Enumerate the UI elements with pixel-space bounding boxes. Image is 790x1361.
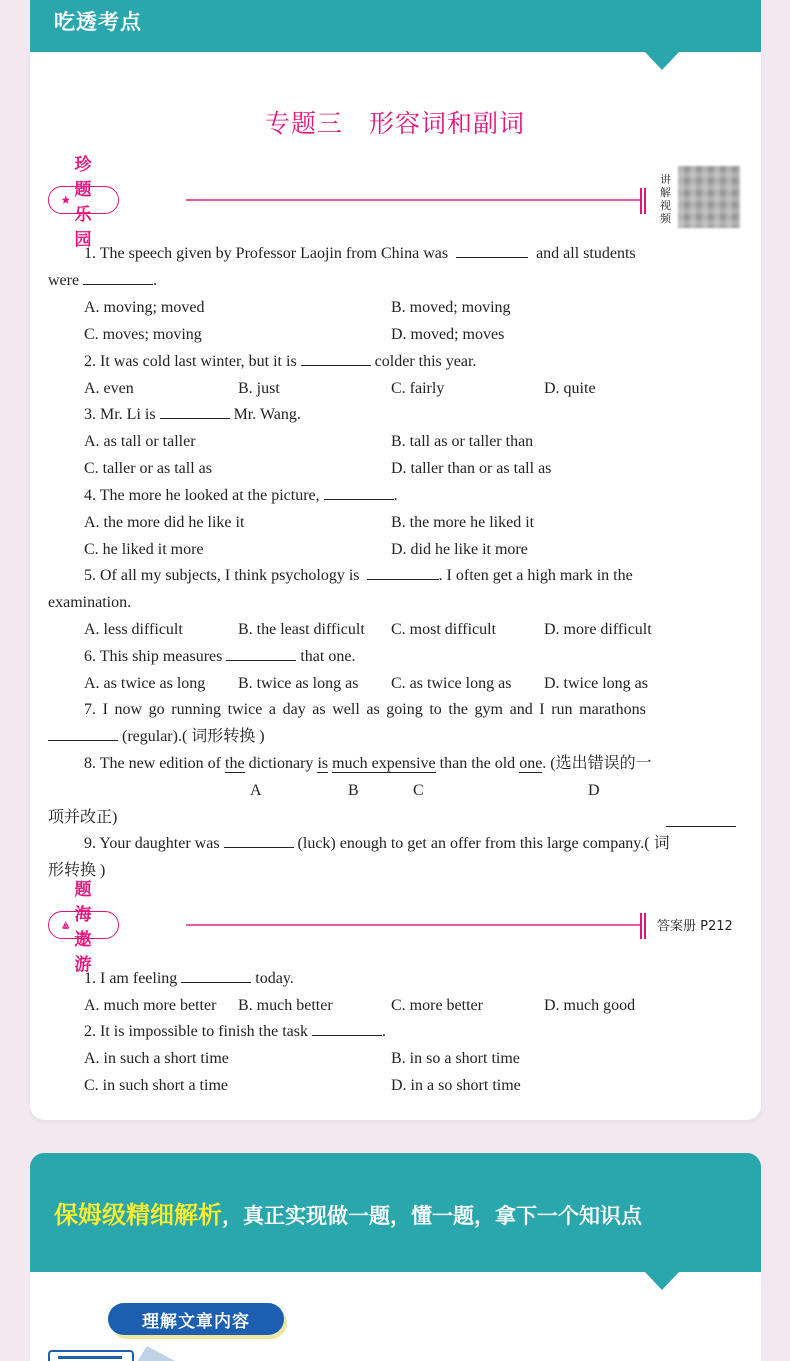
q3-stem: 3. Mr. Li is Mr. Wang. bbox=[84, 406, 301, 423]
answer-reference: 答案册 P212 bbox=[657, 919, 733, 934]
option-c: C. as twice long as bbox=[391, 675, 512, 692]
q8-letter-b: B bbox=[348, 782, 359, 799]
answer-blank[interactable] bbox=[301, 352, 371, 366]
option-a: A. less difficult bbox=[84, 621, 183, 638]
p2-stem: 2. It is impossible to finish the task . bbox=[84, 1023, 386, 1040]
document-icon-line bbox=[58, 1356, 122, 1359]
qr-label: 讲解视频 bbox=[660, 173, 671, 225]
option-c: C. most difficult bbox=[391, 621, 497, 638]
section-pill bbox=[48, 155, 119, 250]
option-d: D. moved; moves bbox=[391, 326, 505, 343]
q5-line2: examination. bbox=[48, 594, 132, 611]
promo-highlight: 保姆级精细解析 bbox=[54, 1201, 222, 1229]
answer-blank[interactable] bbox=[324, 486, 394, 500]
pointer-icon bbox=[137, 1346, 177, 1361]
star-icon bbox=[61, 189, 71, 211]
q1-line2: were . bbox=[48, 272, 158, 289]
answer-blank[interactable] bbox=[224, 834, 294, 848]
option-a: A. even bbox=[84, 380, 134, 397]
banner-notch bbox=[645, 1272, 679, 1290]
q9-line2: 形转换 ) bbox=[48, 862, 106, 879]
promo-rest: ，真正实现做一题，懂一题，拿下一个知识点 bbox=[222, 1204, 642, 1228]
section-pill bbox=[48, 880, 119, 975]
error-option-a: the bbox=[225, 755, 245, 772]
section-rule-end bbox=[640, 188, 646, 214]
option-d: D. did he like it more bbox=[391, 541, 528, 558]
section-label: 珍题乐园 bbox=[74, 155, 92, 250]
q8-letter-d: D bbox=[588, 782, 600, 799]
option-d: D. more difficult bbox=[544, 621, 652, 638]
option-a: A. as tall or taller bbox=[84, 433, 196, 450]
error-option-b: is bbox=[317, 755, 329, 772]
option-a: A. as twice as long bbox=[84, 675, 206, 692]
option-b: B. tall as or taller than bbox=[391, 433, 534, 450]
banner-notch bbox=[645, 52, 679, 70]
answer-blank[interactable] bbox=[312, 1022, 382, 1036]
answer-blank[interactable] bbox=[181, 969, 251, 983]
option-c: C. moves; moving bbox=[84, 326, 202, 343]
option-b: B. moved; moving bbox=[391, 299, 511, 316]
option-a: A. in such a short time bbox=[84, 1050, 229, 1067]
option-b: B. the least difficult bbox=[238, 621, 365, 638]
q5-line1: 5. Of all my subjects, I think psychology is . I often get a high mark in the bbox=[84, 567, 633, 584]
answer-blank[interactable] bbox=[367, 566, 439, 580]
top-banner bbox=[30, 0, 761, 52]
option-d: D. twice long as bbox=[544, 675, 648, 692]
answer-blank[interactable] bbox=[48, 727, 118, 741]
q4-stem: 4. The more he looked at the picture, . bbox=[84, 487, 398, 504]
answer-blank[interactable] bbox=[456, 244, 528, 258]
option-c: C. he liked it more bbox=[84, 541, 204, 558]
option-b: B. in so a short time bbox=[391, 1050, 520, 1067]
answer-blank[interactable] bbox=[226, 647, 296, 661]
option-d: D. taller than or as tall as bbox=[391, 460, 552, 477]
option-c: C. taller or as tall as bbox=[84, 460, 212, 477]
section-rule bbox=[186, 924, 640, 926]
sailboat-icon bbox=[61, 914, 71, 936]
understand-article-button[interactable]: 理解文章内容 bbox=[108, 1303, 284, 1335]
qr-code[interactable] bbox=[678, 166, 740, 228]
answer-blank[interactable] bbox=[83, 271, 153, 285]
option-b: B. twice as long as bbox=[238, 675, 359, 692]
q9-line1: 9. Your daughter was (luck) enough to get an offer from this large company.( 词 bbox=[84, 835, 670, 852]
q6-stem: 6. This ship measures that one. bbox=[84, 648, 356, 665]
option-d: D. quite bbox=[544, 380, 596, 397]
q8-letter-a: A bbox=[250, 782, 262, 799]
q7-line2: (regular).( 词形转换 ) bbox=[48, 727, 265, 747]
option-c: C. in such short a time bbox=[84, 1077, 228, 1094]
promo-text bbox=[54, 1195, 642, 1230]
section-rule bbox=[186, 199, 640, 201]
option-b: B. the more he liked it bbox=[391, 514, 535, 531]
option-b: B. much better bbox=[238, 997, 333, 1014]
option-b: B. just bbox=[238, 380, 280, 397]
topic-title: 专题三 形容词和副词 bbox=[264, 109, 525, 138]
q2-stem: 2. It was cold last winter, but it is colder this year. bbox=[84, 353, 477, 370]
header-title: 吃透考点 bbox=[54, 10, 142, 34]
content-card bbox=[30, 52, 761, 1120]
option-d: D. much good bbox=[544, 997, 636, 1014]
section-rule-end bbox=[640, 913, 646, 939]
error-option-c: much expensive bbox=[332, 755, 436, 772]
answer-blank[interactable] bbox=[666, 826, 736, 827]
q8-line1: 8. The new edition of the dictionary is much expensive than the old one. (选出错误的一 bbox=[84, 755, 652, 772]
option-a: A. moving; moved bbox=[84, 299, 205, 316]
p1-stem: 1. I am feeling today. bbox=[84, 970, 294, 987]
q7-line1: 7. I now go running twice a day as well as going to the gym and I run marathons bbox=[84, 701, 646, 718]
option-c: C. more better bbox=[391, 997, 483, 1014]
promo-banner bbox=[30, 1153, 761, 1272]
option-d: D. in a so short time bbox=[391, 1077, 521, 1094]
option-c: C. fairly bbox=[391, 380, 445, 397]
answer-blank[interactable] bbox=[160, 405, 230, 419]
q8-line3: 项并改正) bbox=[48, 809, 118, 826]
q1-line1: 1. The speech given by Professor Laojin from China was and all students bbox=[84, 245, 636, 262]
option-a: A. much more better bbox=[84, 997, 217, 1014]
q8-letter-c: C bbox=[413, 782, 424, 799]
error-option-d: one bbox=[519, 755, 543, 772]
option-a: A. the more did he like it bbox=[84, 514, 245, 531]
section-label: 题海遨游 bbox=[74, 880, 92, 975]
